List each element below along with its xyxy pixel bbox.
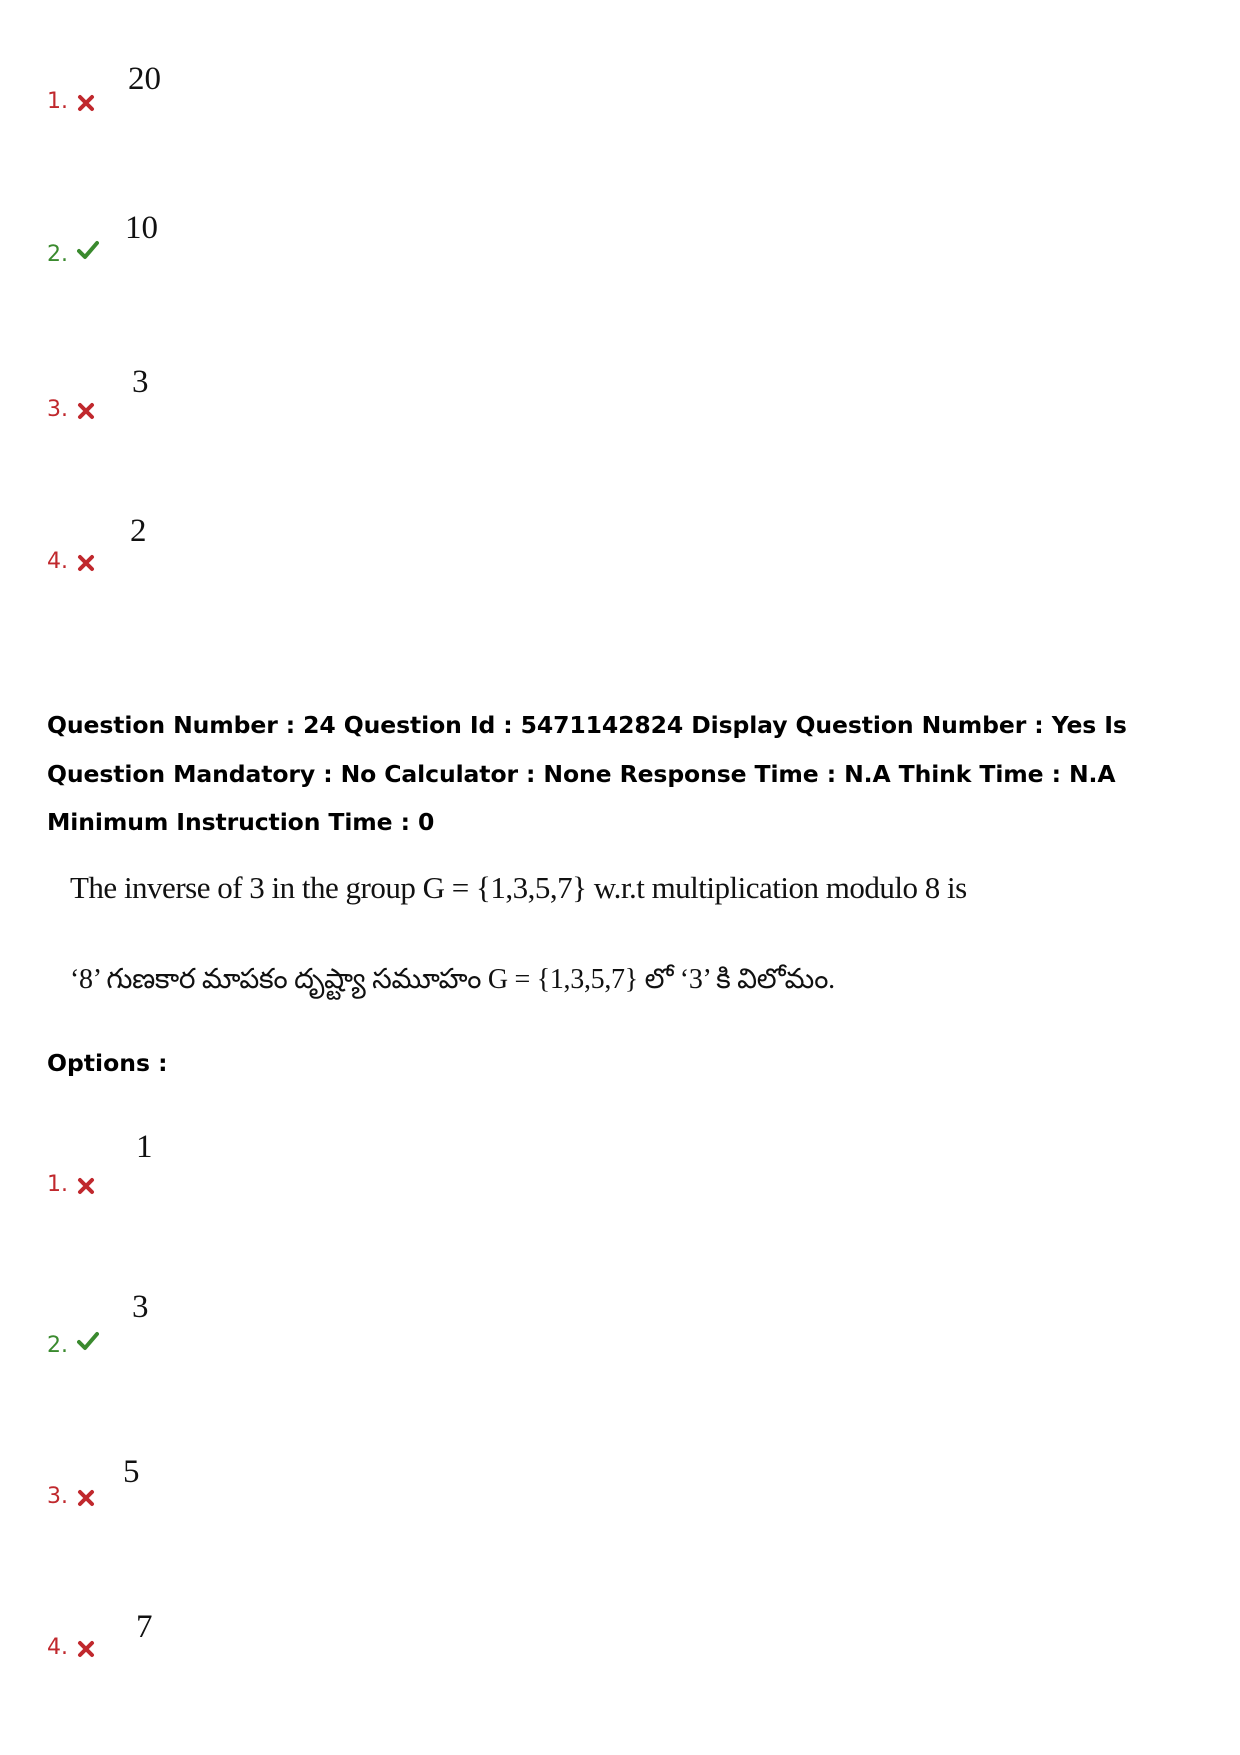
option-value: 3	[132, 364, 149, 400]
option-value: 2	[130, 513, 147, 549]
cross-icon	[77, 94, 95, 112]
question-text-telugu: ‘8’ గుణకార మాపకం దృష్ట్యా సమూహం G = {1,3,5,7} లో ‘3’ కి విలోమం.	[70, 964, 835, 995]
option-value: 5	[123, 1454, 140, 1490]
list-item	[0, 512, 1240, 592]
cross-icon	[77, 1489, 95, 1507]
list-item	[0, 60, 1240, 140]
option-number: 1.	[47, 89, 68, 114]
cross-icon	[77, 554, 95, 572]
option-value: 1	[136, 1129, 153, 1165]
option-value: 7	[136, 1609, 153, 1645]
list-item	[0, 208, 1240, 288]
list-item	[0, 1453, 1240, 1533]
cross-icon	[77, 1177, 95, 1195]
list-item	[0, 363, 1240, 443]
option-number: 2.	[47, 1333, 68, 1358]
option-number: 2.	[47, 242, 68, 267]
check-icon	[77, 240, 99, 260]
options-heading: Options :	[47, 1049, 168, 1077]
option-number: 3.	[47, 397, 68, 422]
question-metadata: Question Number : 24 Question Id : 5471142824 Display Question Number : Yes Is Question Mandatory : No Calculator : None Response Time : N.A Think Time : N.A Minimum Instruction Time : 0	[47, 711, 1127, 836]
check-icon	[77, 1331, 99, 1351]
list-item	[0, 1128, 1240, 1208]
option-value: 20	[128, 61, 161, 97]
list-item	[0, 1608, 1240, 1688]
option-value: 10	[125, 210, 158, 246]
option-value: 3	[132, 1289, 149, 1325]
list-item	[0, 1288, 1240, 1368]
option-number: 4.	[47, 1635, 68, 1660]
cross-icon	[77, 1640, 95, 1658]
question-text-english: The inverse of 3 in the group G = {1,3,5,7} w.r.t multiplication modulo 8 is	[70, 870, 967, 905]
option-number: 1.	[47, 1172, 68, 1197]
option-number: 3.	[47, 1484, 68, 1509]
option-number: 4.	[47, 549, 68, 574]
cross-icon	[77, 402, 95, 420]
